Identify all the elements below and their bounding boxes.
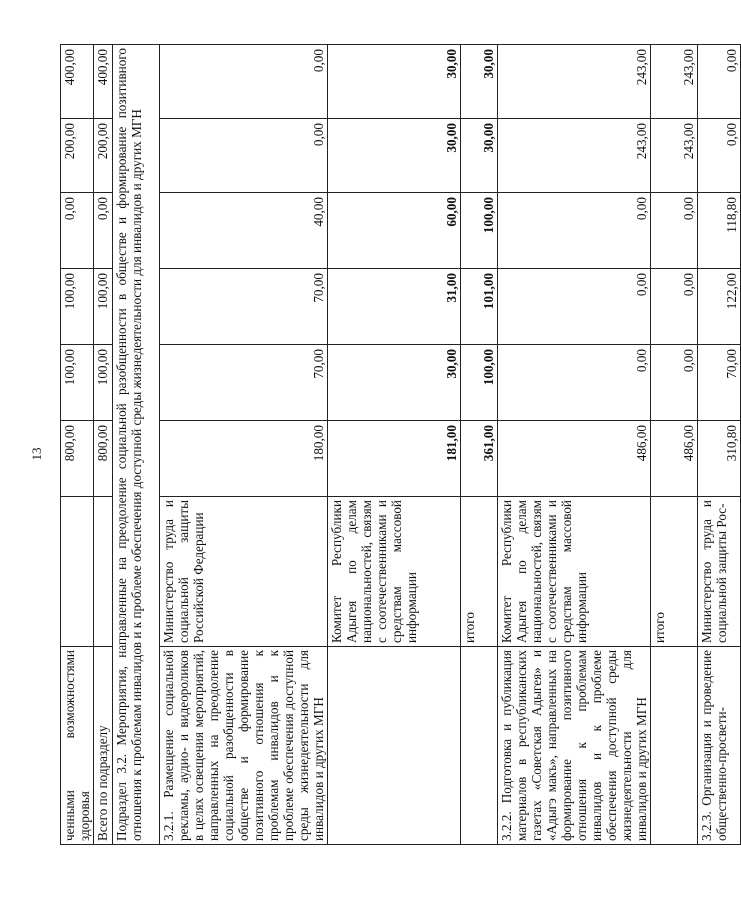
- rotated-table-container: [60, 45, 739, 845]
- amount-cell: 181,00: [328, 421, 461, 497]
- amount-cell: 400,00: [61, 45, 94, 119]
- activity-description: Всего по подразделу: [94, 647, 113, 845]
- table-row: [698, 45, 741, 845]
- table-row: [160, 45, 328, 845]
- amount-cell: 800,00: [94, 421, 113, 497]
- amount-cell: 361,00: [461, 421, 498, 497]
- table-row: [461, 45, 498, 845]
- table-row: [113, 45, 160, 845]
- amount-cell: 0,00: [651, 345, 698, 421]
- amount-cell: 100,00: [94, 345, 113, 421]
- amount-cell: 100,00: [94, 269, 113, 345]
- amount-cell: 40,00: [160, 193, 328, 269]
- amount-cell: 100,00: [461, 193, 498, 269]
- amount-cell: 0,00: [61, 193, 94, 269]
- executor-cell: Комитет Республики Адыгея по делам национальностей, связям с соотечественниками и средствам массовой информации: [498, 497, 651, 647]
- executor-cell: [94, 497, 113, 647]
- table-row: [651, 45, 698, 845]
- executor-cell: Министерство труда и социальной защиты Российской Федерации: [160, 497, 328, 647]
- page-number: 13: [29, 447, 44, 461]
- amount-cell: 243,00: [498, 45, 651, 119]
- amount-cell: 70,00: [160, 269, 328, 345]
- executor-cell: итого: [461, 497, 498, 647]
- amount-cell: 0,00: [651, 269, 698, 345]
- amount-cell: 100,00: [461, 345, 498, 421]
- executor-cell: [61, 497, 94, 647]
- activity-description: [651, 647, 698, 845]
- amount-cell: 200,00: [94, 119, 113, 193]
- amount-cell: 100,00: [61, 345, 94, 421]
- amount-cell: 0,00: [160, 45, 328, 119]
- executor-cell: итого: [651, 497, 698, 647]
- amount-cell: 30,00: [328, 345, 461, 421]
- activity-description: 3.2.1. Размещение социальной рекламы, аудио- и видеороликов в целях освещения мероприятий, направленных на преодоление социальной разобщенности в обществе и формирование позитивного отношения к проблемам инвалидов и к проблеме обеспечения доступной среды жизнедеятельности для инвалидов и других МГН: [160, 647, 328, 845]
- table-body: [61, 45, 741, 845]
- amount-cell: 118,80: [698, 193, 741, 269]
- amount-cell: 180,00: [160, 421, 328, 497]
- amount-cell: 0,00: [698, 45, 741, 119]
- amount-cell: 0,00: [651, 193, 698, 269]
- amount-cell: 101,00: [461, 269, 498, 345]
- table-row: [498, 45, 651, 845]
- amount-cell: 400,00: [94, 45, 113, 119]
- amount-cell: 0,00: [498, 193, 651, 269]
- amount-cell: 30,00: [461, 45, 498, 119]
- amount-cell: 486,00: [498, 421, 651, 497]
- amount-cell: 122,00: [698, 269, 741, 345]
- activity-description: ченными возможностями здоровья: [61, 647, 94, 845]
- amount-cell: 243,00: [651, 45, 698, 119]
- amount-cell: 200,00: [61, 119, 94, 193]
- activity-description: 3.2.3. Организация и проведение общественно-просвети-: [698, 647, 741, 845]
- budget-table: [60, 44, 741, 845]
- activity-description: [328, 647, 461, 845]
- executor-cell: Комитет Республики Адыгея по делам национальностей, связям с соотечественниками и средствам массовой информации: [328, 497, 461, 647]
- amount-cell: 0,00: [498, 345, 651, 421]
- amount-cell: 30,00: [328, 119, 461, 193]
- amount-cell: 310,80: [698, 421, 741, 497]
- subsection-heading: Подраздел 3.2. Мероприятия, направленные на преодоление социальной разобщенности в обществе и формирование позитивного отношения к проблемам инвалидов и к проблеме обеспечения доступной среды жизнедеятельности для инвалидов и других МГН: [113, 45, 160, 845]
- amount-cell: 70,00: [160, 345, 328, 421]
- amount-cell: 31,00: [328, 269, 461, 345]
- activity-description: 3.2.2. Подготовка и публикация материалов в республиканских газетах «Советская Адыгея» и «Адыгэ макъ», направленных на формирование позитивного отношения к проблемам инвалидов и к проблеме обеспечения доступной среды жизнедеятельности для инвалидов и других МГН: [498, 647, 651, 845]
- amount-cell: 0,00: [498, 269, 651, 345]
- amount-cell: 0,00: [160, 119, 328, 193]
- amount-cell: 70,00: [698, 345, 741, 421]
- amount-cell: 100,00: [61, 269, 94, 345]
- table-row: [328, 45, 461, 845]
- table-row: [94, 45, 113, 845]
- amount-cell: 0,00: [698, 119, 741, 193]
- amount-cell: 30,00: [461, 119, 498, 193]
- amount-cell: 30,00: [328, 45, 461, 119]
- executor-cell: Министерство труда и социальной защиты Рос-: [698, 497, 741, 647]
- activity-description: [461, 647, 498, 845]
- amount-cell: 60,00: [328, 193, 461, 269]
- amount-cell: 486,00: [651, 421, 698, 497]
- amount-cell: 243,00: [498, 119, 651, 193]
- amount-cell: 0,00: [94, 193, 113, 269]
- table-row: [61, 45, 94, 845]
- amount-cell: 243,00: [651, 119, 698, 193]
- amount-cell: 800,00: [61, 421, 94, 497]
